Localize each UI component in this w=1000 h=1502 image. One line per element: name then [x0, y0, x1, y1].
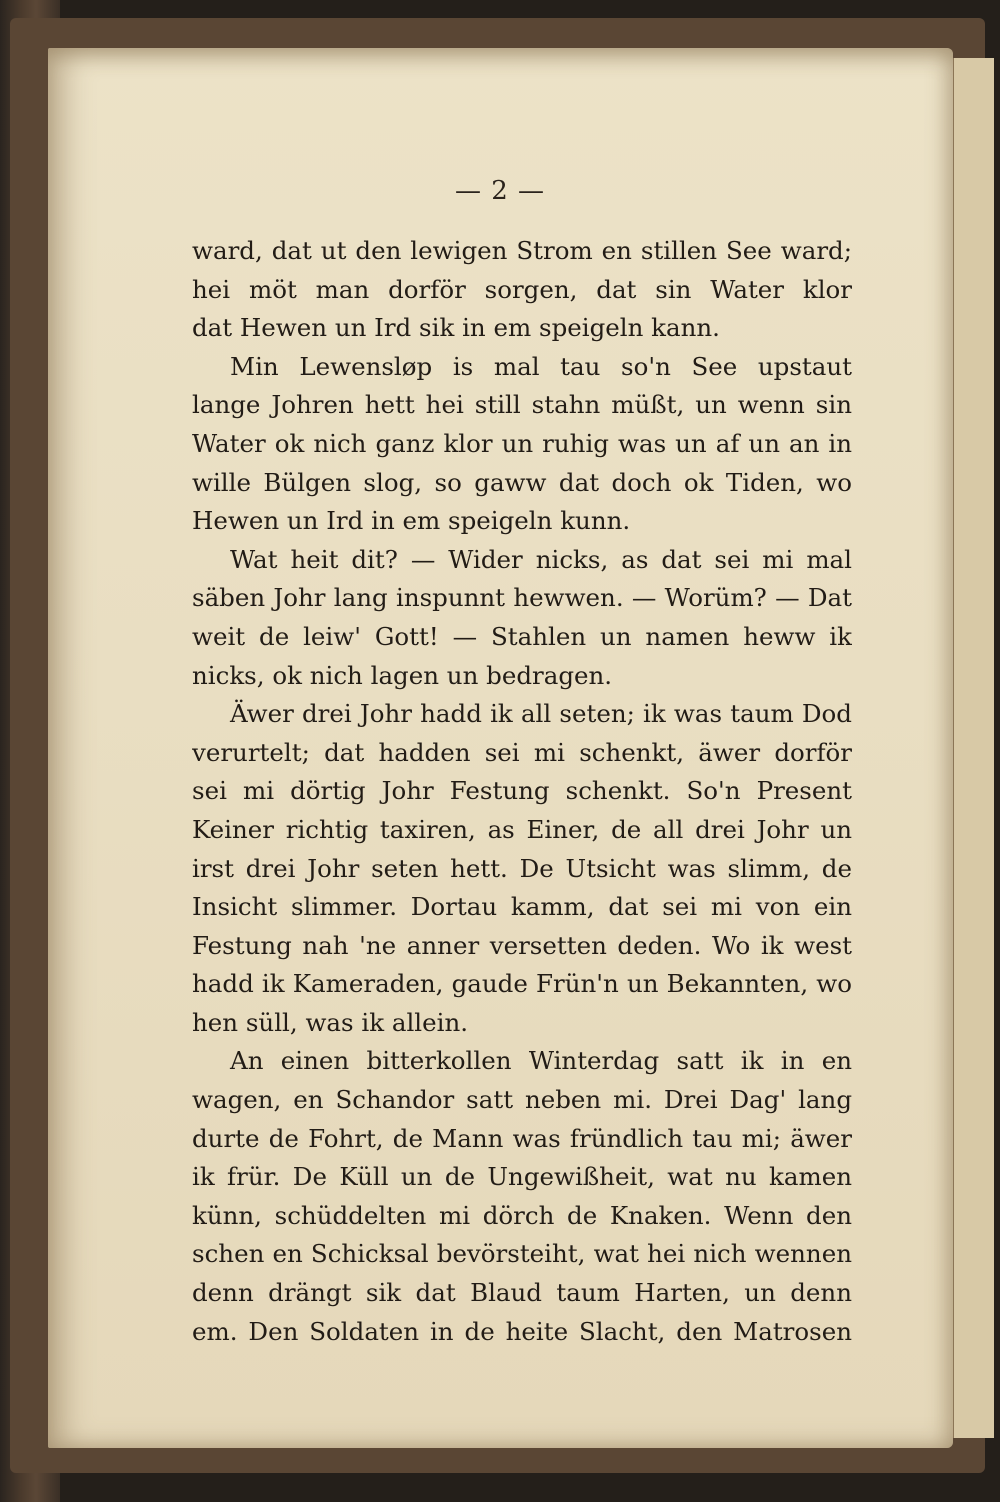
text-line: säben Johr lang inspunnt hewwen. — Worüm? — Dat	[192, 583, 852, 613]
text-line: weit de leiw' Gott! — Stahlen un namen heww ik	[192, 621, 852, 651]
text-line: Hewen un Ird in em speigeln kunn.	[192, 506, 631, 536]
text-line: ik frür. De Küll un de Ungewißheit, wat nu kamen	[192, 1162, 852, 1192]
text-line: Wat heit dit? — Wider nicks, as dat sei mi mal	[230, 544, 852, 574]
text-line: schen en Schicksal bevörsteiht, wat hei nich wennen	[192, 1239, 852, 1269]
text-line: lange Johren hett hei still stahn müßt, un wenn sin	[192, 390, 852, 420]
page-number: — 2 —	[454, 176, 546, 206]
text-line: Min Lewensløp is mal tau so'n See upstaut	[230, 351, 852, 381]
text-line: wille Bülgen slog, so gaww dat doch ok Tiden, wo	[192, 467, 852, 497]
text-line: durte de Fohrt, de Mann was fründlich tau mi; äwer	[192, 1123, 852, 1153]
text-line: Insicht slimmer. Dortau kamm, dat sei mi von ein	[192, 892, 852, 922]
text-line: nicks, ok nich lagen un bedragen.	[192, 660, 613, 690]
text-line: irst drei Johr seten hett. De Utsicht was slimm, de	[192, 853, 852, 883]
text-line: em. Den Soldaten in de heite Slacht, den Matrosen	[192, 1316, 852, 1346]
text-line: verurtelt; dat hadden sei mi schenkt, äwer dorför	[192, 737, 852, 767]
body-text	[192, 232, 852, 1351]
text-line: sei mi dörtig Johr Festung schenkt. So'n Present	[192, 776, 852, 806]
text-line: An einen bitterkollen Winterdag satt ik in en	[230, 1046, 852, 1076]
text-line: dat Hewen un Ird sik in em speigeln kann.	[192, 313, 720, 343]
text-line: Keiner richtig taxiren, as Einer, de all drei Johr un	[192, 814, 852, 844]
text-line: ward, dat ut den lewigen Strom en stillen See ward;	[192, 236, 852, 265]
text-line: hen süll, was ik allein.	[192, 1007, 469, 1037]
text-line: wagen, en Schandor satt neben mi. Drei Dag' lang	[192, 1085, 852, 1115]
adjacent-page-edge	[952, 58, 994, 1438]
text-line: Water ok nich ganz klor un ruhig was un af un an in	[192, 428, 852, 458]
text-line: hei möt man dorför sorgen, dat sin Water klor	[192, 274, 852, 304]
text-line: Festung nah 'ne anner versetten deden. Wo ik west	[192, 930, 852, 960]
text-line: künn, schüddelten mi dörch de Knaken. Wenn den	[192, 1200, 852, 1230]
text-line: Äwer drei Johr hadd ik all seten; ik was taum Dod	[230, 699, 852, 729]
text-line: hadd ik Kameraden, gaude Frün'n un Bekannten, wo	[192, 969, 852, 999]
text-line: denn drängt sik dat Blaud taum Harten, un denn	[192, 1278, 852, 1308]
